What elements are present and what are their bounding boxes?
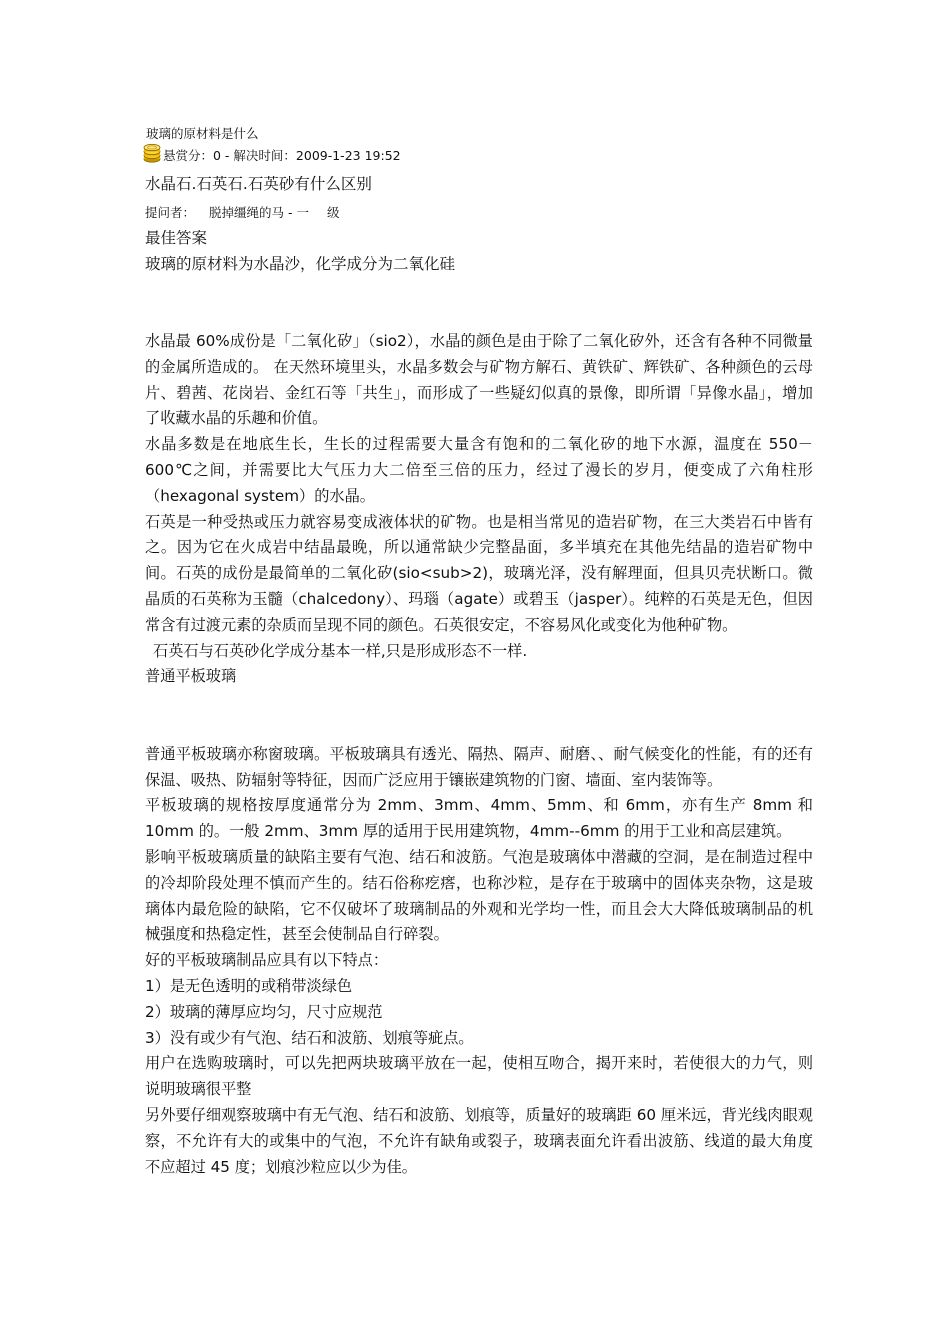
bounty-and-resolve-time: 悬赏分：0 - 解决时间：2009-1-23 19:52 bbox=[163, 148, 401, 163]
answer-body bbox=[145, 329, 813, 1180]
best-answer-heading: 最佳答案 bbox=[145, 229, 208, 247]
paragraph-quartz: 石英是一种受热或压力就容易变成液体状的矿物。也是相当常见的造岩矿物，在三大类岩石中皆有之。因为它在火成岩中结晶最晚，所以通常缺少完整晶面，多半填充在其他先结晶的造岩矿物中间。石英的成份是最简单的二氧化矽(sio<sub>2)，玻璃光泽，没有解理面，但具贝壳状断口。微晶质的石英称为玉髓（chalcedony）、玛瑙（agate）或碧玉（jasper）。纯粹的石英是无色，但因常含有过渡元素的杂质而呈现不同的颜色。石英很安定，不容易风化或变化为他种矿物。 bbox=[145, 512, 813, 634]
section-heading-flat-glass: 普通平板玻璃 bbox=[145, 667, 237, 686]
list-item: 1）是无色透明的或稍带淡绿色 bbox=[145, 976, 353, 995]
paragraph-crystal-growth: 水晶多数是在地底生长，生长的过程需要大量含有饱和的二氧化矽的地下水源，温度在 550－600℃之间，并需要比大气压力大二倍至三倍的压力，经过了漫长的岁月，便变成了六角柱形（hexagonal system）的水晶。 bbox=[145, 435, 813, 505]
paragraph-good-glass-features: 好的平板玻璃制品应具有以下特点： bbox=[145, 951, 388, 970]
asker-line bbox=[145, 203, 340, 223]
asker-label: 提问者： bbox=[145, 205, 196, 220]
coin-stack-icon bbox=[143, 143, 161, 163]
asker-separator: - bbox=[288, 205, 293, 220]
paragraph-inspection-tip: 另外要仔细观察玻璃中有无气泡、结石和波筋、划痕等，质量好的玻璃距 60 厘米远，背光线肉眼观察，不允许有大的或集中的气泡，不允许有缺角或裂子，玻璃表面允许看出波筋、线道的最大角度不应超过 45 度；划痕沙粒应以少为佳。 bbox=[145, 1105, 813, 1176]
paragraph-flat-glass-intro: 普通平板玻璃亦称窗玻璃。平板玻璃具有透光、隔热、隔声、耐磨、、耐气候变化的性能，有的还有保温、吸热、防辐射等特征，因而广泛应用于镶嵌建筑物的门窗、墙面、室内装饰等。 bbox=[145, 744, 813, 789]
best-answer-lead: 玻璃的原材料为水晶沙，化学成分为二氧化硅 bbox=[145, 255, 456, 273]
question-subtitle: 水晶石.石英石.石英砂有什么区别 bbox=[145, 175, 372, 193]
asker-name[interactable]: 脱掉缰绳的马 bbox=[209, 205, 285, 220]
asker-level-unit: 级 bbox=[327, 205, 340, 220]
paragraph-flat-glass-defects: 影响平板玻璃质量的缺陷主要有气泡、结石和波筋。气泡是玻璃体中潜藏的空洞，是在制造过程中的冷却阶段处理不慎而产生的。结石俗称疙瘩，也称沙粒，是存在于玻璃中的固体夹杂物，这是玻璃体内最危险的缺陷，它不仅破坏了玻璃制品的外观和光学均一性，而且会大大降低玻璃制品的机械强度和热稳定性，甚至会使制品自行碎裂。 bbox=[145, 847, 813, 944]
paragraph-flat-glass-specs: 平板玻璃的规格按厚度通常分为 2mm、3mm、4mm、5mm、和 6mm，亦有生产 8mm 和 10mm 的。一般 2mm、3mm 厚的适用于民用建筑物，4mm--6mm 的用于工业和高层建筑。 bbox=[145, 796, 813, 841]
paragraph-buying-tip: 用户在选购玻璃时，可以先把两块玻璃平放在一起，使相互吻合，揭开来时，若使很大的力气，则说明玻璃很平整 bbox=[145, 1054, 813, 1099]
asker-level-number: 一 bbox=[296, 205, 310, 220]
list-item: 2）玻璃的薄厚应均匀，尺寸应规范 bbox=[145, 1002, 383, 1021]
paragraph-quartz-sand: 石英石与石英砂化学成分基本一样,只是形成形态不一样. bbox=[153, 641, 528, 660]
question-title: 玻璃的原材料是什么 bbox=[146, 126, 259, 141]
paragraph-crystal-composition: 水晶最 60%成份是「二氧化矽」（sio2），水晶的颜色是由于除了二氧化矽外，还含有各种不同微量的金属所造成的。 在天然环境里头，水晶多数会与矿物方解石、黄铁矿、辉铁矿、各种颜色的云母片、碧茜、花岗岩、金红石等「共生」，而形成了一些疑幻似真的景像，即所谓「异像水晶」，增加了收藏水晶的乐趣和价值。 bbox=[145, 332, 813, 428]
list-item: 3）没有或少有气泡、结石和波筋、划痕等疵点。 bbox=[145, 1028, 474, 1047]
blank-line bbox=[145, 690, 813, 742]
